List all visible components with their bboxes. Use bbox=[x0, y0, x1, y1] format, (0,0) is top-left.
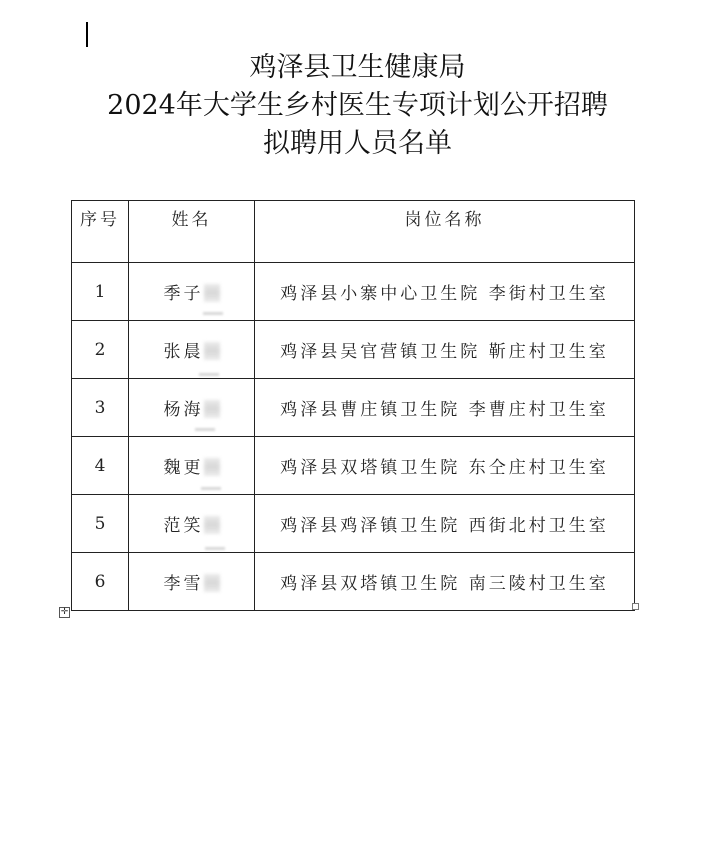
move-handle-icon[interactable]: ✛ bbox=[60, 607, 69, 617]
row-name bbox=[129, 263, 255, 321]
redaction-blur bbox=[204, 458, 220, 476]
title-line-2: 2024年大学生乡村医生专项计划公开招聘 bbox=[107, 90, 608, 121]
text-cursor bbox=[86, 22, 88, 47]
row-name bbox=[129, 553, 255, 611]
row-number: 6 bbox=[72, 553, 129, 611]
row-post: 鸡泽县曹庄镇卫生院 李曹庄村卫生室 bbox=[255, 379, 635, 437]
table-row bbox=[72, 553, 635, 611]
title-line-1: 鸡泽县卫生健康局 bbox=[249, 52, 466, 83]
redaction-blur bbox=[204, 284, 220, 302]
row-post: 鸡泽县吴官营镇卫生院 靳庄村卫生室 bbox=[255, 321, 635, 379]
name-text: 范笑 bbox=[163, 516, 204, 536]
name-text: 李雪 bbox=[163, 574, 204, 594]
name-text: 魏更 bbox=[163, 458, 204, 478]
redaction-smudge bbox=[203, 312, 223, 315]
candidate-table bbox=[71, 200, 635, 611]
table-row bbox=[72, 263, 635, 321]
row-number: 4 bbox=[72, 437, 129, 495]
redaction-blur bbox=[204, 400, 220, 418]
redaction-smudge bbox=[201, 487, 221, 490]
row-post: 鸡泽县双塔镇卫生院 东仝庄村卫生室 bbox=[255, 437, 635, 495]
row-name bbox=[129, 437, 255, 495]
resize-handle-icon[interactable] bbox=[632, 603, 639, 610]
redaction-blur bbox=[204, 574, 220, 592]
name-text: 张晨 bbox=[163, 342, 204, 362]
row-number: 1 bbox=[72, 263, 129, 321]
redaction-blur bbox=[204, 516, 220, 534]
redaction-smudge bbox=[205, 547, 225, 550]
name-text: 季子 bbox=[163, 284, 204, 304]
table-row bbox=[72, 437, 635, 495]
row-number: 5 bbox=[72, 495, 129, 553]
redaction-smudge bbox=[199, 373, 219, 376]
row-name bbox=[129, 495, 255, 553]
table-row bbox=[72, 321, 635, 379]
table-row bbox=[72, 379, 635, 437]
row-number: 2 bbox=[72, 321, 129, 379]
row-post: 鸡泽县双塔镇卫生院 南三陵村卫生室 bbox=[255, 553, 635, 611]
redaction-smudge bbox=[195, 428, 215, 431]
redaction-blur bbox=[204, 342, 220, 360]
name-text: 杨海 bbox=[163, 400, 204, 420]
table-row bbox=[72, 495, 635, 553]
row-post: 鸡泽县鸡泽镇卫生院 西街北村卫生室 bbox=[255, 495, 635, 553]
row-number: 3 bbox=[72, 379, 129, 437]
row-name bbox=[129, 379, 255, 437]
column-header-name: 姓名 bbox=[129, 201, 255, 263]
table-header-row bbox=[72, 201, 635, 263]
title-line-3: 拟聘用人员名单 bbox=[263, 128, 452, 159]
column-header-no: 序号 bbox=[72, 201, 129, 263]
row-name bbox=[129, 321, 255, 379]
row-post: 鸡泽县小寨中心卫生院 李街村卫生室 bbox=[255, 263, 635, 321]
column-header-post: 岗位名称 bbox=[255, 201, 635, 263]
